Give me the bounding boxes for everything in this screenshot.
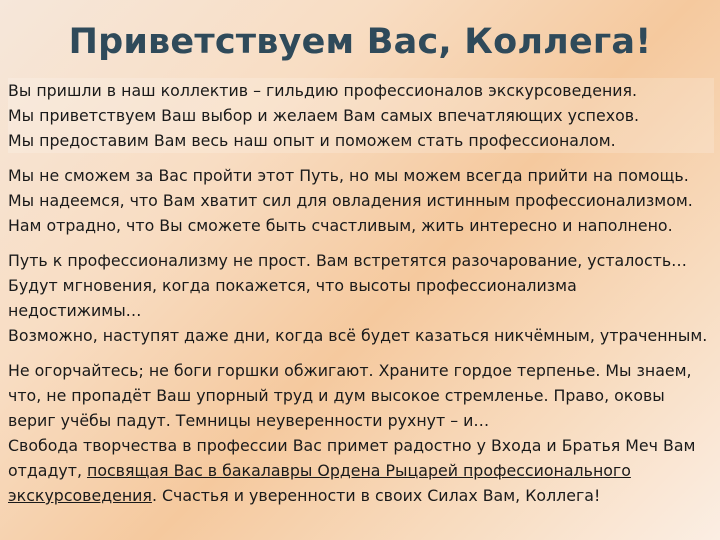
text-line: Вы пришли в наш коллектив – гильдию профессионалов экскурсоведения. bbox=[8, 81, 638, 100]
underlined-text: экскурсоведения bbox=[8, 486, 152, 505]
text-line: Мы предоставим Вам весь наш опыт и поможем стать профессионалом. bbox=[8, 131, 616, 150]
slide-title: Приветствуем Вас, Коллега! bbox=[68, 22, 652, 62]
text-line: вериг учёбы падут. Темницы неуверенности рухнут – и… bbox=[8, 411, 490, 430]
text-line: Мы надеемся, что Вам хватит сил для овладения истинным профессионализмом. bbox=[8, 191, 693, 210]
paragraph-encouragement bbox=[8, 358, 714, 508]
text-line: Путь к профессионализму не прост. Вам встретятся разочарование, усталость… bbox=[8, 251, 687, 270]
paragraph-support bbox=[8, 163, 714, 238]
text-line: Свобода творчества в профессии Вас примет радостно у Входа и Братья Меч Вам bbox=[8, 436, 696, 455]
text-line: Не огорчайтесь; не боги горшки обжигают. Храните гордое терпенье. Мы знаем, bbox=[8, 361, 692, 380]
underlined-text: посвящая Вас в бакалавры Ордена Рыцарей профессионального bbox=[87, 461, 631, 480]
text-fragment: . Счастья и уверенности в своих Силах Вам, Коллега! bbox=[151, 486, 601, 505]
text-line bbox=[8, 458, 714, 483]
text-line: Мы приветствуем Ваш выбор и желаем Вам самых впечатляющих успехов. bbox=[8, 106, 640, 125]
text-fragment: отдадут, bbox=[8, 461, 87, 480]
text-line: что, не пропадёт Ваш упорный труд и дум высокое стремленье. Право, оковы bbox=[8, 386, 665, 405]
text-line: недостижимы… bbox=[8, 301, 142, 320]
slide-body bbox=[8, 78, 714, 540]
paragraph-difficulties bbox=[8, 248, 714, 348]
text-line: Мы не сможем за Вас пройти этот Путь, но мы можем всегда прийти на помощь. bbox=[8, 166, 689, 185]
text-line: Возможно, наступят даже дни, когда всё будет казаться никчёмным, утраченным. bbox=[8, 326, 708, 345]
text-line: Нам отрадно, что Вы сможете быть счастливым, жить интересно и наполнено. bbox=[8, 216, 673, 235]
text-line bbox=[8, 483, 714, 508]
text-line: Будут мгновения, когда покажется, что высоты профессионализма bbox=[8, 276, 577, 295]
paragraph-welcome bbox=[8, 78, 714, 153]
